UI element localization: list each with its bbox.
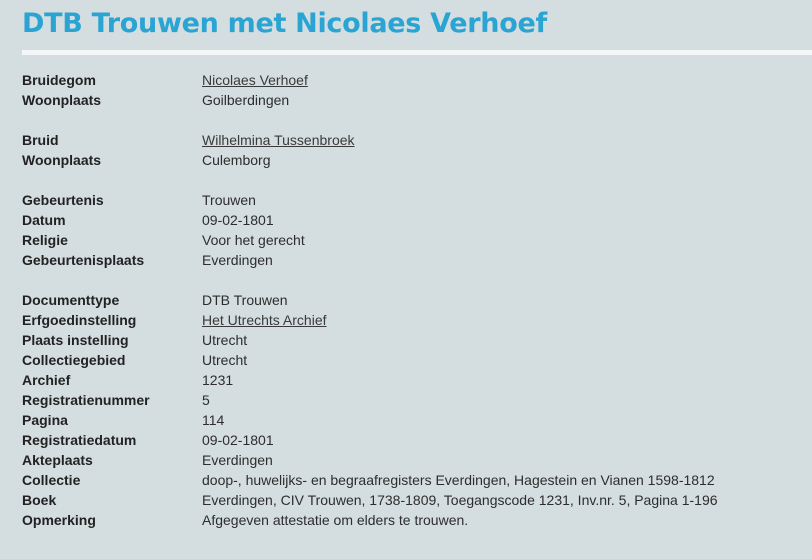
collection-value: doop-, huwelijks- en begraafregisters Everdingen, Hagestein en Vianen 1598-1812	[202, 472, 715, 488]
book-label: Boek	[22, 492, 57, 508]
institution-place-row	[22, 330, 802, 350]
deed-place-label: Akteplaats	[22, 452, 93, 468]
event-place-value: Everdingen	[202, 252, 273, 268]
doctype-value: DTB Trouwen	[202, 292, 288, 308]
registration-date-label: Registratiedatum	[22, 432, 137, 448]
religion-row	[22, 230, 802, 250]
page-value: 114	[202, 412, 225, 428]
bride-residence-label: Woonplaats	[22, 152, 102, 168]
groom-row	[22, 70, 802, 90]
book-value: Everdingen, CIV Trouwen, 1738-1809, Toegangscode 1231, Inv.nr. 5, Pagina 1-196	[202, 492, 718, 508]
page-title: DTB Trouwen met Nicolaes Verhoef	[22, 8, 547, 39]
institution-row	[22, 310, 802, 330]
event-place-row	[22, 250, 802, 270]
registration-number-row	[22, 390, 802, 410]
archive-label: Archief	[22, 372, 71, 388]
registration-date-value: 09-02-1801	[202, 432, 274, 448]
collection-area-row	[22, 350, 802, 370]
remark-value: Afgegeven attestatie om elders te trouwen.	[202, 512, 469, 528]
remark-label: Opmerking	[22, 512, 96, 528]
collection-area-label: Collectiegebied	[22, 352, 126, 368]
registration-number-value: 5	[202, 392, 210, 408]
event-place-label: Gebeurtenisplaats	[22, 252, 145, 268]
collection-label: Collectie	[22, 472, 81, 488]
title-divider	[22, 50, 812, 55]
bride-section	[22, 130, 802, 170]
groom-section	[22, 70, 802, 110]
doctype-row	[22, 290, 802, 310]
event-type-value: Trouwen	[202, 192, 256, 208]
institution-value	[202, 310, 327, 330]
bride-row	[22, 130, 802, 150]
collection-area-value: Utrecht	[202, 352, 248, 368]
institution-place-label: Plaats instelling	[22, 332, 129, 348]
remark-row	[22, 510, 802, 530]
event-date-row	[22, 210, 802, 230]
book-row	[22, 490, 802, 510]
institution-link[interactable]: Het Utrechts Archief	[202, 312, 327, 328]
bride-value	[202, 130, 355, 150]
archive-row	[22, 370, 802, 390]
bride-residence-value: Culemborg	[202, 152, 271, 168]
deed-place-row	[22, 450, 802, 470]
groom-value	[202, 70, 308, 90]
institution-label: Erfgoedinstelling	[22, 312, 137, 328]
doctype-label: Documenttype	[22, 292, 120, 308]
event-date-label: Datum	[22, 212, 66, 228]
event-type-label: Gebeurtenis	[22, 192, 104, 208]
event-section	[22, 190, 802, 270]
registration-date-row	[22, 430, 802, 450]
religion-value: Voor het gerecht	[202, 232, 305, 248]
groom-residence-label: Woonplaats	[22, 92, 102, 108]
groom-label: Bruidegom	[22, 72, 96, 88]
bride-residence-row	[22, 150, 802, 170]
event-date-value: 09-02-1801	[202, 212, 274, 228]
archive-value: 1231	[202, 372, 234, 388]
bride-name-link[interactable]: Wilhelmina Tussenbroek	[202, 132, 355, 148]
institution-place-value: Utrecht	[202, 332, 248, 348]
religion-label: Religie	[22, 232, 68, 248]
registration-number-label: Registratienummer	[22, 392, 150, 408]
page-label: Pagina	[22, 412, 68, 428]
event-type-row	[22, 190, 802, 210]
deed-place-value: Everdingen	[202, 452, 273, 468]
collection-row	[22, 470, 802, 490]
record-details	[22, 70, 802, 550]
groom-residence-value: Goilberdingen	[202, 92, 290, 108]
groom-name-link[interactable]: Nicolaes Verhoef	[202, 72, 308, 88]
page-row	[22, 410, 802, 430]
bride-label: Bruid	[22, 132, 59, 148]
document-section	[22, 290, 802, 530]
groom-residence-row	[22, 90, 802, 110]
